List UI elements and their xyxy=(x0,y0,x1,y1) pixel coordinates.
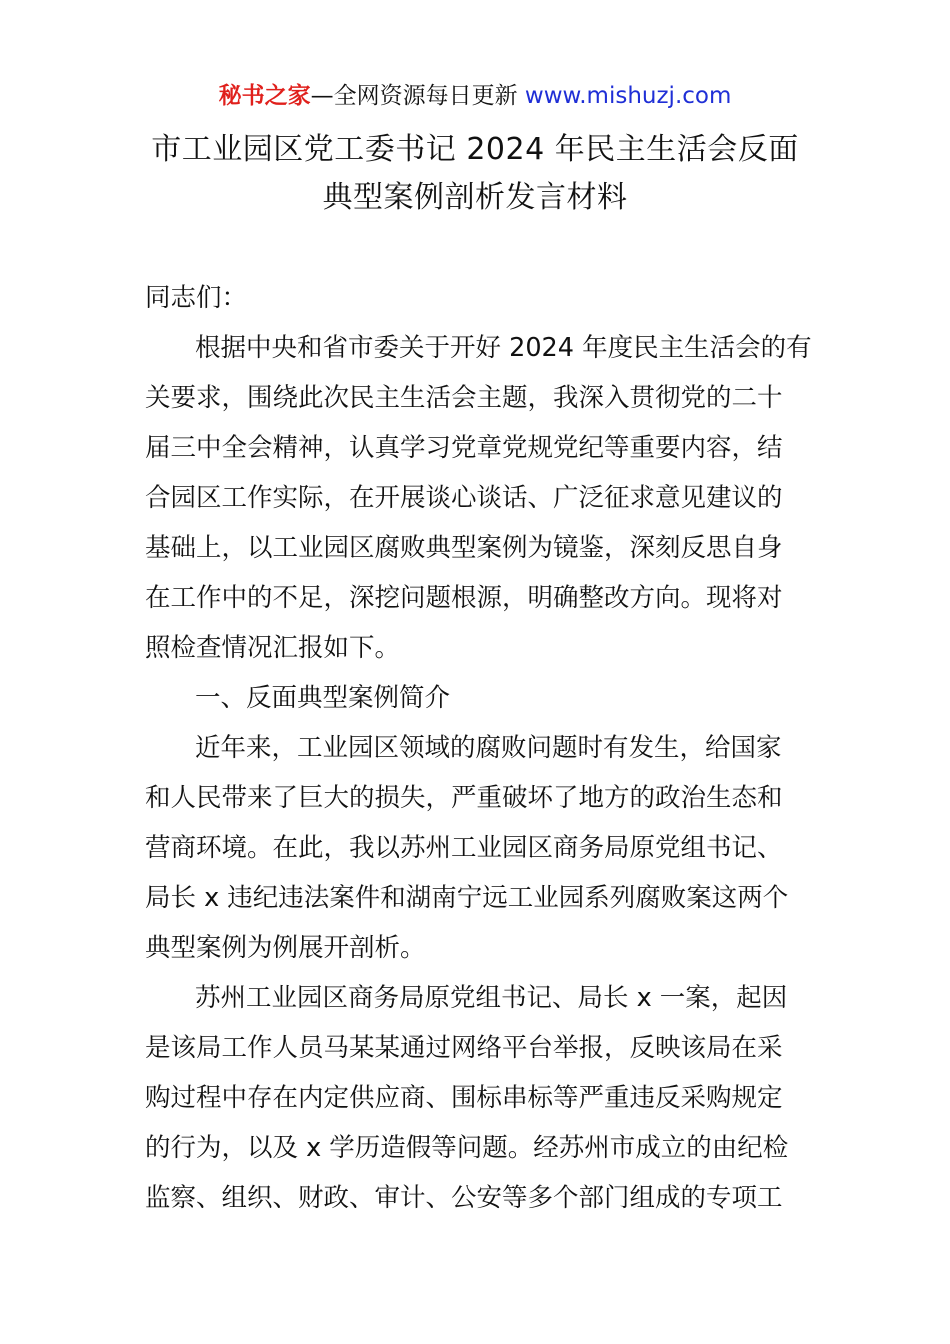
body-line: 典型案例为例展开剖析。 xyxy=(145,933,426,963)
body-line: 基础上，以工业园区腐败典型案例为镜鉴，深刻反思自身 xyxy=(145,533,783,563)
body-line: 苏州工业园区商务局原党组书记、局长 x 一案，起因 xyxy=(195,983,788,1013)
body-line: 届三中全会精神，认真学习党章党规党纪等重要内容，结 xyxy=(145,433,783,463)
header-tagline: —全网资源每日更新 xyxy=(310,83,525,109)
body-line: 是该局工作人员马某某通过网络平台举报，反映该局在采 xyxy=(145,1033,783,1063)
body-line: 关要求，围绕此次民主生活会主题，我深入贯彻党的二十 xyxy=(145,383,783,413)
body-line: 监察、组织、财政、审计、公安等多个部门组成的专项工 xyxy=(145,1183,783,1213)
body-line: 照检查情况汇报如下。 xyxy=(145,633,401,663)
document-body xyxy=(145,273,812,1223)
body-line: 合园区工作实际，在开展谈心谈话、广泛征求意见建议的 xyxy=(145,483,783,513)
body-line: 和人民带来了巨大的损失，严重破坏了地方的政治生态和 xyxy=(145,783,783,813)
site-url[interactable]: www.mishuzj.com xyxy=(524,83,732,109)
salutation: 同志们： xyxy=(145,283,248,313)
body-line: 购过程中存在内定供应商、围标串标等严重违反采购规定 xyxy=(145,1083,783,1113)
body-line: 营商环境。在此，我以苏州工业园区商务局原党组书记、 xyxy=(145,833,783,863)
body-line: 近年来，工业园区领域的腐败问题时有发生，给国家 xyxy=(195,733,782,763)
section-heading: 一、反面典型案例简介 xyxy=(195,683,451,713)
body-line: 根据中央和省市委关于开好 2024 年度民主生活会的有 xyxy=(195,333,812,363)
body-line: 在工作中的不足，深挖问题根源，明确整改方向。现将对 xyxy=(145,583,783,613)
title-line-1: 市工业园区党工委书记 2024 年民主生活会反面 xyxy=(151,132,799,167)
document-title xyxy=(0,126,950,222)
title-line-2: 典型案例剖析发言材料 xyxy=(322,180,628,215)
body-line: 局长 x 违纪违法案件和湖南宁远工业园系列腐败案这两个 xyxy=(145,883,789,913)
body-line: 的行为，以及 x 学历造假等问题。经苏州市成立的由纪检 xyxy=(145,1133,789,1163)
site-header xyxy=(0,80,950,112)
brand-name: 秘书之家 xyxy=(218,83,311,109)
